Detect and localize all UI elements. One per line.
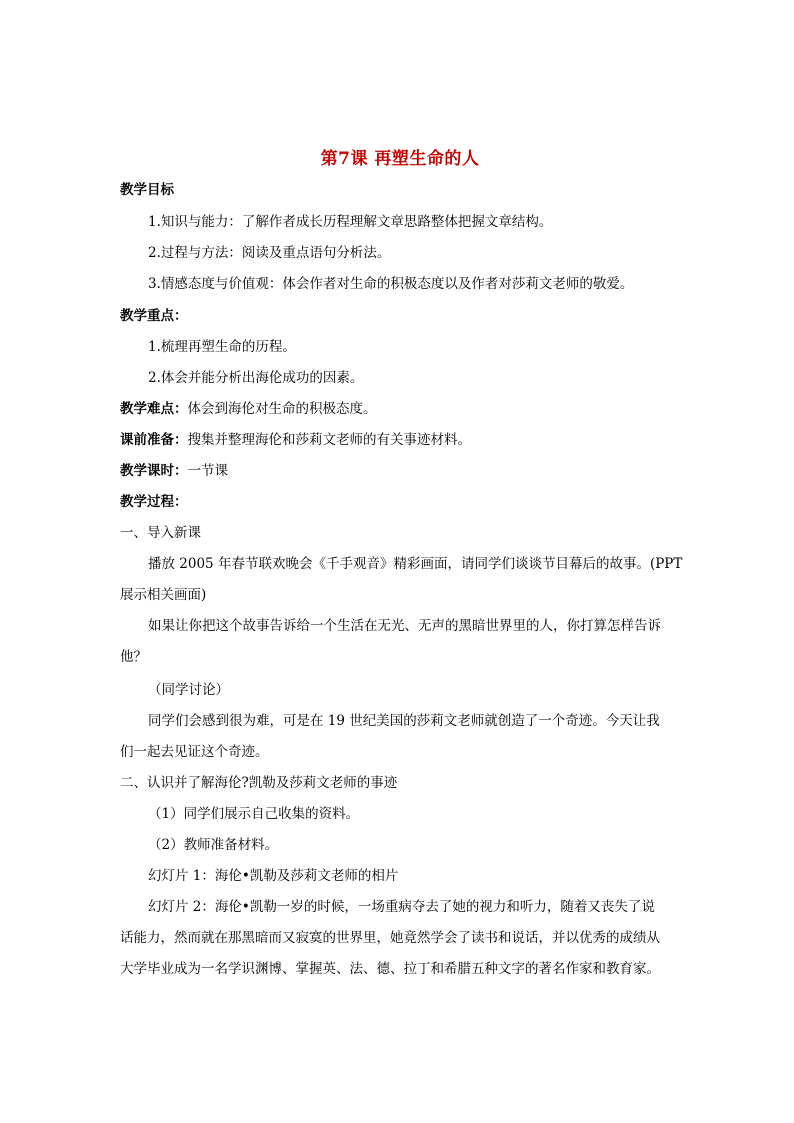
lesson-title: 第7课 再塑生命的人 (320, 149, 480, 169)
section2-heading: 二、认识并了解海伦?凯勒及莎莉文老师的事迹 (120, 775, 398, 791)
paragraph-line: 播放 2005 年春节联欢晚会《千手观音》精彩画面，请同学们谈谈节目幕后的故事。(PPT (148, 556, 683, 572)
duration-label: 教学课时： (120, 463, 188, 479)
key-points-heading: 教学重点： (120, 308, 188, 324)
preparation-row (120, 430, 680, 450)
difficulty-row (120, 399, 680, 419)
paragraph-line: 如果让你把这个故事告诉给一个生活在无光、无声的黑暗世界里的人，你打算怎样告诉 (148, 618, 661, 634)
paragraph-line: 展示相关画面) (120, 587, 207, 603)
key-point-item: 2.体会并能分析出海伦成功的因素。 (148, 370, 364, 386)
preparation-text: 搜集并整理海伦和莎莉文老师的有关事迹材料。 (187, 432, 471, 448)
objective-item: 3.情感态度与价值观：体会作者对生命的积极态度以及作者对莎莉文老师的敬爱。 (148, 276, 634, 292)
paragraph-line: 同学们会感到很为难，可是在 19 世纪美国的莎莉文老师就创造了一个奇迹。今天让我 (148, 713, 660, 729)
paragraph-line: 话能力，然而就在那黑暗而又寂寞的世界里，她竟然学会了读书和说话，并以优秀的成绩从 (120, 930, 660, 946)
objectives-heading: 教学目标 (120, 182, 174, 198)
paragraph-line: （同学讨论） (148, 682, 229, 698)
key-point-item: 1.梳理再塑生命的历程。 (148, 339, 296, 355)
paragraph-line: 他？ (120, 649, 147, 665)
duration-text: 一节课 (187, 463, 228, 479)
paragraph-line: 们一起去见证这个奇迹。 (120, 744, 269, 760)
section1-heading: 一、导入新课 (120, 525, 201, 541)
paragraph-line: 大学毕业成为一名学识渊博、掌握英、法、德、拉丁和希腊五种文字的著名作家和教育家。 (120, 961, 660, 977)
step-item: （2）教师准备材料。 (148, 837, 279, 853)
process-heading: 教学过程： (120, 494, 188, 510)
objective-item: 1.知识与能力：了解作者成长历程理解文章思路整体把握文章结构。 (148, 214, 553, 230)
duration-row (120, 461, 680, 481)
paragraph-line: 幻灯片 2：海伦•凯勒一岁的时候，一场重病夺去了她的视力和听力，随着又丧失了说 (148, 899, 655, 915)
slide-item: 幻灯片 1：海伦•凯勒及莎莉文老师的相片 (148, 868, 399, 884)
objective-item: 2.过程与方法：阅读及重点语句分析法。 (148, 245, 391, 261)
difficulty-text: 体会到海伦对生命的积极态度。 (187, 401, 377, 417)
step-item: （1）同学们展示自己收集的资料。 (148, 806, 360, 822)
preparation-label: 课前准备： (120, 432, 188, 448)
difficulty-label: 教学难点： (120, 401, 188, 417)
